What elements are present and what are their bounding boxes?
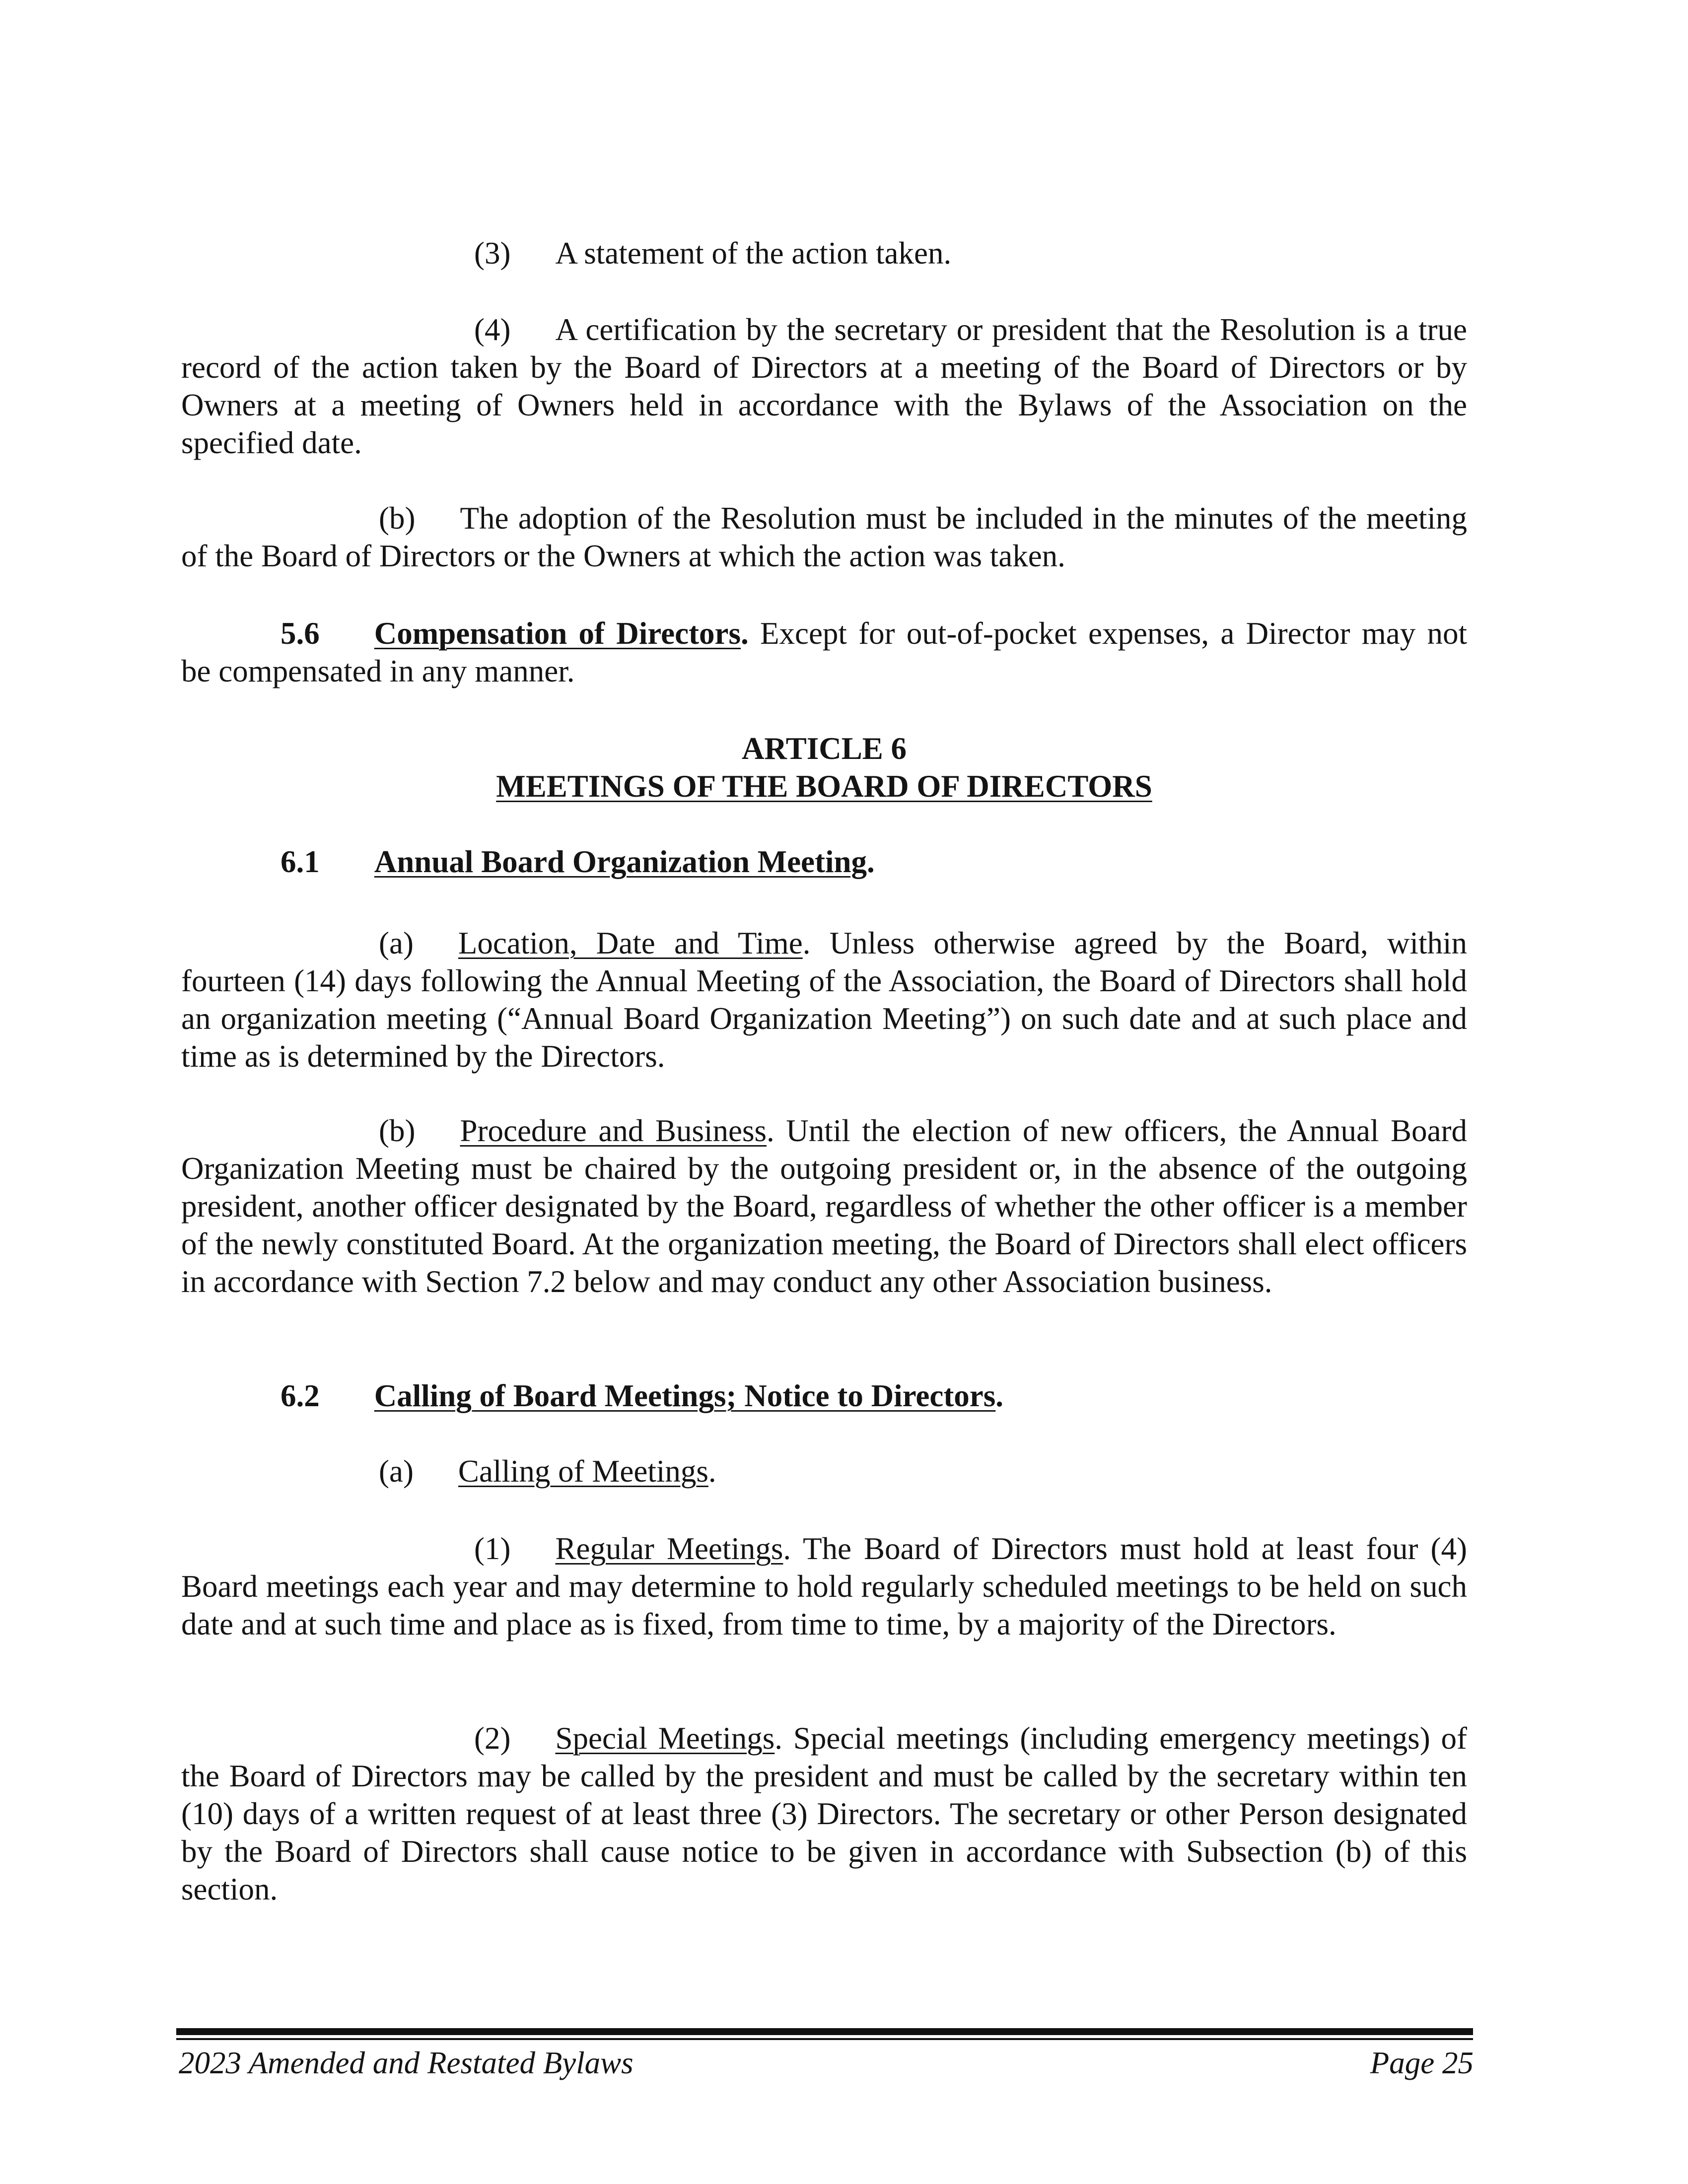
section-6-2-a-heading: Calling of Meetings xyxy=(458,1454,708,1489)
section-5-6: 5.6 Compensation of Directors. Except for out-of-pocket expenses, a Director may not be compensated in any manner. xyxy=(181,616,1468,688)
section-6-1-a-heading: Location, Date and Time xyxy=(458,926,803,960)
section-6-1-b-text: Until the election of new officers, the Annual Board Organization Meeting must be chaired by the outgoing president or, in the absence of the outgoing president, another officer designated by the Board, regardless of whether the other officer is a member of the newly constituted Board. At the organization meeting, the Board of Directors shall elect officers in accordance with Section 7.2 below and may conduct any other Association business. xyxy=(181,1113,1468,1299)
item-3-text: A statement of the action taken. xyxy=(555,236,952,271)
special-meetings-text: Special meetings (including emergency meetings) of the Board of Directors may be called by the president and must be called by the secretary within ten (10) days of a written request of at least three (3) Directors. The secretary or other Person designated by the Board of Directors shall cause notice to be given in accordance with Subsection (b) of this section. xyxy=(181,1721,1467,1907)
section-6-2-a-number: (a) xyxy=(379,1454,414,1489)
section-6-2: 6.2 Calling of Board Meetings; Notice to Directors. xyxy=(281,1378,1004,1413)
section-6-2-heading: Calling of Board Meetings; Notice to Directors xyxy=(374,1378,996,1413)
section-5-6-number: 5.6 xyxy=(281,616,320,651)
article-title: MEETINGS OF THE BOARD OF DIRECTORS xyxy=(496,769,1152,804)
special-meetings: (2) Special Meetings. Special meetings (including emergency meetings) of the Board of Directors may be called by the president and must be called by the secretary within ten (10) days of a written request of at least three (3) Directors. The secretary or other Person designated by the Board of Directors shall cause notice to be given in accordance with Subsection (b) of this section. xyxy=(181,1721,1467,1907)
item-3 xyxy=(474,234,951,272)
section-5-6-heading: Compensation of Directors xyxy=(374,616,741,651)
regular-meetings-number: (1) xyxy=(474,1531,511,1566)
item-b-number: (b) xyxy=(379,501,416,536)
section-6-1-b-number: (b) xyxy=(379,1113,416,1148)
section-6-1-b-heading: Procedure and Business xyxy=(460,1113,767,1148)
section-6-1: 6.1 Annual Board Organization Meeting. xyxy=(281,844,875,879)
section-6-2-number: 6.2 xyxy=(281,1378,320,1413)
section-6-2-a: (a) Calling of Meetings. xyxy=(379,1454,716,1489)
article-number: ARTICLE 6 xyxy=(741,731,907,766)
regular-meetings: (1) Regular Meetings. The Board of Directors must hold at least four (4) Board meetings each year and may determine to hold regularly scheduled meetings to be held on such date and at such time and place as is fixed, from time to time, by a majority of the Directors. xyxy=(181,1531,1467,1641)
item-b-text: The adoption of the Resolution must be included in the minutes of the meeting of the Board of Directors or the Owners at which the action was taken. xyxy=(181,501,1467,573)
footer-title: 2023 Amended and Restated Bylaws xyxy=(179,2046,633,2080)
footer-rule-thin xyxy=(176,2038,1473,2040)
section-6-1-number: 6.1 xyxy=(281,844,320,879)
section-6-1-b: (b) Procedure and Business. Until the election of new officers, the Annual Board Organization Meeting must be chaired by the outgoing president or, in the absence of the outgoing president, another officer designated by the Board, regardless of whether the other officer is a member of the newly constituted Board. At the organization meeting, the Board of Directors shall elect officers in accordance with Section 7.2 below and may conduct any other Association business. xyxy=(181,1113,1468,1299)
special-meetings-number: (2) xyxy=(474,1721,511,1756)
regular-meetings-text: The Board of Directors must hold at least four (4) Board meetings each year and may determine to hold regularly scheduled meetings to be held on such date and at such time and place as is fixed, from time to time, by a majority of the Directors. xyxy=(181,1531,1467,1641)
footer-rule-thick xyxy=(176,2028,1473,2035)
section-6-1-a: (a) Location, Date and Time. Unless otherwise agreed by the Board, within fourteen (14) days following the Annual Meeting of the Association, the Board of Directors shall hold an organization meeting (“Annual Board Organization Meeting”) on such date and at such place and time as is determined by the Directors. xyxy=(181,926,1467,1074)
item-4-number: (4) xyxy=(474,312,511,347)
section-5-6-text: Except for out-of-pocket expenses, a Director may not be compensated in any manner. xyxy=(181,616,1468,688)
section-6-1-a-text: Unless otherwise agreed by the Board, within fourteen (14) days following the Annual Meeting of the Association, the Board of Directors shall hold an organization meeting (“Annual Board Organization Meeting”) on such date and at such place and time as is determined by the Directors. xyxy=(181,926,1467,1074)
regular-meetings-heading: Regular Meetings xyxy=(555,1531,783,1566)
item-b-adoption xyxy=(181,499,1467,575)
item-3-number: (3) xyxy=(474,236,511,271)
section-6-1-heading: Annual Board Organization Meeting xyxy=(374,844,867,879)
item-4-text: A certification by the secretary or president that the Resolution is a true record of the action taken by the Board of Directors at a meeting of the Board of Directors or by Owners at a meeting of Owners held in accordance with the Bylaws of the Association on the specified date. xyxy=(181,312,1467,460)
page-number: Page 25 xyxy=(1370,2046,1474,2080)
special-meetings-heading: Special Meetings xyxy=(555,1721,775,1756)
section-6-1-a-number: (a) xyxy=(379,926,414,960)
item-4 xyxy=(181,311,1467,462)
